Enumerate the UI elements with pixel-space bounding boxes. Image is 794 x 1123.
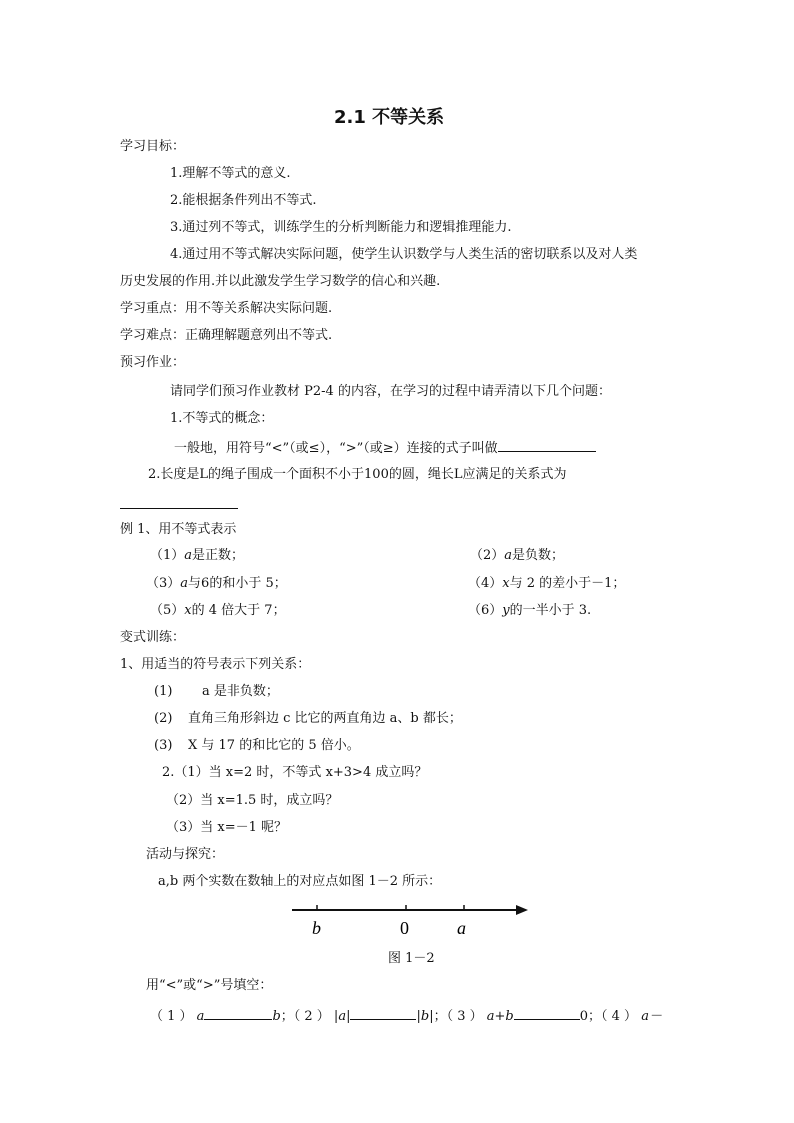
example-item: （3）a与6的和小于 5； bbox=[146, 576, 287, 591]
example-item: （2）a是负数； bbox=[470, 548, 565, 563]
question-1-title: 1.不等式的概念： bbox=[170, 411, 274, 426]
question-1-text bbox=[174, 437, 596, 458]
preview-intro: 请同学们预习作业教材 P2-4 的内容，在学习的过程中请弄清以下几个问题： bbox=[170, 384, 611, 399]
objective-item: 3.通过列不等式，训练学生的分析判断能力和逻辑推理能力. bbox=[170, 220, 512, 235]
answer-blank[interactable] bbox=[498, 437, 596, 452]
answer-blank[interactable] bbox=[204, 1005, 272, 1020]
answer-blank-line[interactable] bbox=[120, 496, 238, 509]
figure-caption: 图 1－2 bbox=[388, 951, 435, 966]
fill-line: （ 1 ） a b；（ 2 ） |a| |b|；（ 3 ） a+b 0；（ 4 ） a－ bbox=[150, 1005, 662, 1026]
question-2-text: 2.长度是L的绳子围成一个面积不小于100的圆，绳长L应满足的关系式为 bbox=[148, 467, 567, 482]
axis-label-b: b bbox=[312, 918, 321, 938]
question-1-body: 一般地，用符号“<”（或≤），“>”（或≥）连接的式子叫做 bbox=[174, 441, 498, 456]
objective-item: 2.能根据条件列出不等式. bbox=[170, 193, 317, 208]
axis-label-a: a bbox=[457, 918, 466, 938]
answer-blank[interactable] bbox=[350, 1005, 416, 1020]
fill-prompt: 用“<”或“>”号填空： bbox=[146, 978, 273, 993]
variant-item: (3) X 与 17 的和比它的 5 倍小。 bbox=[154, 738, 360, 753]
objective-item: 1.理解不等式的意义. bbox=[170, 166, 291, 181]
activity-heading: 活动与探究： bbox=[146, 847, 225, 862]
example-item: （5）x的 4 倍大于 7； bbox=[150, 603, 286, 618]
variant-question-2: 2.（1）当 x=2 时，不等式 x+3>4 成立吗？ bbox=[162, 765, 428, 780]
answer-blank[interactable] bbox=[514, 1005, 580, 1020]
page-title: 2.1 不等关系 bbox=[334, 107, 445, 128]
variant-heading: 变式训练： bbox=[120, 630, 186, 645]
example-item: （4）x与 2 的差小于－1； bbox=[468, 576, 626, 591]
difficulty: 学习难点：正确理解题意列出不等式. bbox=[120, 328, 333, 343]
key-point: 学习重点：用不等关系解决实际问题. bbox=[120, 301, 333, 316]
preview-heading: 预习作业： bbox=[120, 355, 186, 370]
variant-item: (1) a 是非负数； bbox=[154, 684, 279, 699]
variant-question-2-sub: （2）当 x=1.5 时，成立吗？ bbox=[166, 793, 339, 808]
variant-question-1: 1、用适当的符号表示下列关系： bbox=[120, 657, 311, 672]
variant-question-2-sub: （3）当 x=－1 呢？ bbox=[166, 820, 288, 835]
example-item: （6）y的一半小于 3. bbox=[468, 603, 592, 618]
number-line-figure bbox=[290, 898, 540, 944]
arrow-head-icon bbox=[516, 905, 528, 915]
objective-item: 4.通过用不等式解决实际问题，使学生认识数学与人类生活的密切联系以及对人类 bbox=[170, 247, 638, 262]
variant-item: (2) 直角三角形斜边 c 比它的两直角边 a、b 都长； bbox=[154, 711, 462, 726]
objective-item-continued: 历史发展的作用.并以此激发学生学习数学的信心和兴趣. bbox=[120, 274, 441, 289]
example-1-heading: 例 1、用不等式表示 bbox=[120, 522, 237, 537]
objectives-heading: 学习目标： bbox=[120, 139, 186, 154]
example-item: （1）a是正数； bbox=[150, 548, 245, 563]
activity-text: a,b 两个实数在数轴上的对应点如图 1－2 所示： bbox=[158, 874, 442, 889]
axis-label-zero: 0 bbox=[400, 918, 409, 938]
